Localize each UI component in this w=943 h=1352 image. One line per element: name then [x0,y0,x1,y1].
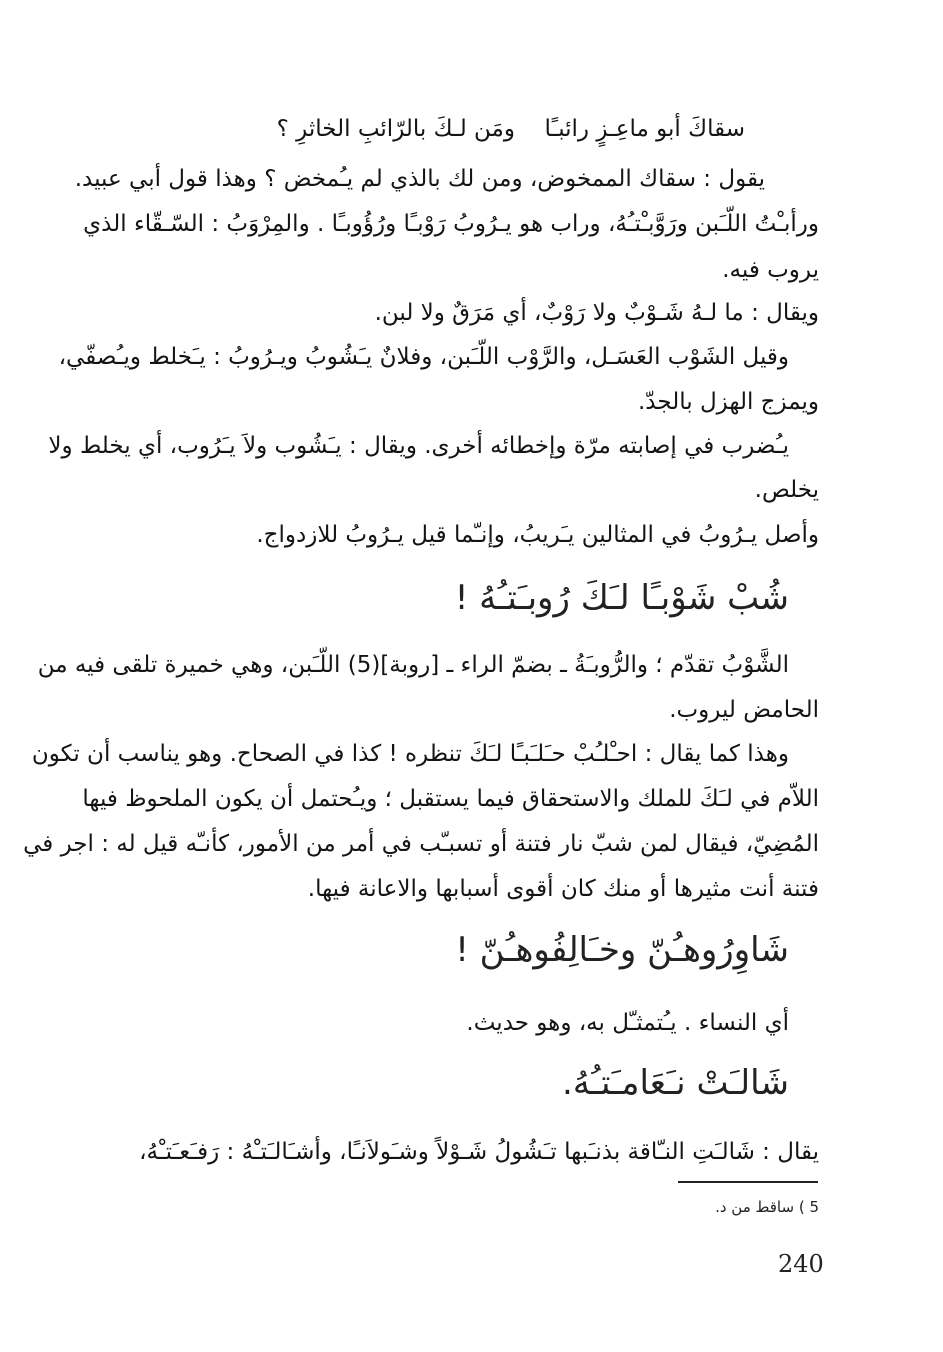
text-line: ويقال : ما لـهُ شَـوْبٌ ولا رَوْبٌ، أي مَرَقٌ ولا لبن. [374,300,819,326]
text-line: ويمزج الهزل بالجدّ. [637,389,819,415]
footnote-text: ) ساقط من د. [715,1198,805,1216]
text-line: وقيل الشَوْب العَسَـل، والرَّوْب اللّـَبن، وفلانٌ يـَشُوبُ ويـرُوبُ : يـَخلط ويـُصفّي، [58,344,789,370]
text-line: وأصل يـرُوبُ في المثالين يـَريبُ، وإنـّما قيل يـرُوبُ للازدواج. [256,522,819,548]
text-line: يقول : سقاك الممخوض، ومن لك بالذي لم يـُمخض ؟ وهذا قول أبي عبيد. [74,166,765,192]
verse-hemistich-right: سقاكَ أبو ماعِـزٍ رائبـًا [544,116,745,142]
text-line: الشَّوْبُ تقدّم ؛ والرُّوبـَةُ ـ بضمّ الراء ـ [روبة](5) اللّـَبن، وهي خميرة تلقى فيه من [37,652,789,678]
text-line: اللاّم في لـَكَ للملك والاستحقاق فيما يستقبل ؛ ويـُحتمل أن يكون الملحوظ فيها [82,786,819,812]
proverb-heading: شَالـَتْ نـَعَامـَتـُهُ. [562,1063,789,1103]
proverb-heading: شُبْ شَوْبـًا لـَكَ رُوبـَتـُهُ ! [454,578,789,618]
text-line: فتنة أنت مثيرها أو منك كان أقوى أسبابها والاعانة فيها. [307,876,819,902]
text-line: وهذا كما يقال : احـْلـُبْ حـَلـَبـًا لـَكَ تنظره ! كذا في الصحاح. وهو يناسب أن تكون [31,741,789,767]
text-line: المُضِيّ، فيقال لمن شبّ نار فتنة أو تسبـّب في أمر من الأمور، كأنـّه قيل له : اجر في [23,831,819,857]
page-number: 240 [778,1250,824,1278]
text-line: يقال : شَالـَتِ النـّاقة بذنـَبها تـَشُولُ شَـوْلاً وشـَولاَنـًا، وأشـَالـَتـْهُ : رَفـَعـَتـْهُ، [139,1139,819,1165]
footnote-separator [678,1181,818,1183]
text-line: ورأبـْتُ اللّـَبن ورَوَّبـْتـُهُ، وراب هو يـرُوبُ رَوْبـًا ورُؤُوبـًا . والمِرْوَبُ : السّـقّاء الذي [83,211,819,237]
text-line: يروب فيه. [722,257,819,283]
verse-hemistich-left: ومَن لـكَ بالرّائبِ الخاثرِ ؟ [276,116,515,142]
text-line: يخلص. [754,477,819,503]
proverb-heading: شَاوِرُوهـُنّ وخـَالِفُوهـُنّ ! [455,930,789,970]
text-line: أي النساء . يـُتمثـّل به، وهو حديث. [466,1010,789,1036]
footnote-number: 5 [809,1198,819,1216]
text-line: يـُضرب في إصابته مرّة وإخطائه أخرى. ويقال : يـَشُوب ولاَ يـَرُوب، أي يخلط ولا [48,433,789,459]
text-line: الحامض ليروب. [669,697,819,723]
footnote [715,1197,819,1217]
